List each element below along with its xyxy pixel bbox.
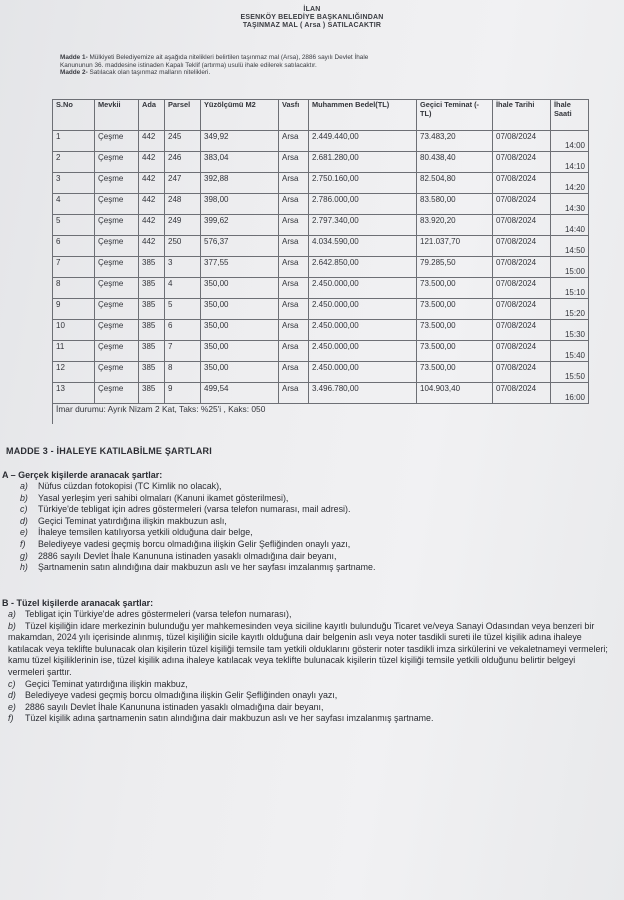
table-cell: Çeşme xyxy=(95,383,139,404)
list-item xyxy=(20,481,610,493)
table-cell: Çeşme xyxy=(95,257,139,278)
list-marker: e) xyxy=(8,701,16,712)
table-cell: Arsa xyxy=(279,341,309,362)
table-row xyxy=(53,257,589,278)
list-item xyxy=(20,527,610,539)
table-cell: 2.642.850,00 xyxy=(309,257,417,278)
table-cell: Arsa xyxy=(279,278,309,299)
table-cell: 11 xyxy=(53,341,95,362)
table-cell: 392,88 xyxy=(201,173,279,194)
table-cell: 07/08/2024 xyxy=(493,215,551,236)
table-cell: 9 xyxy=(165,383,201,404)
table-cell: 385 xyxy=(139,320,165,341)
section-b-title: B - Tüzel kişilerde aranacak şartlar: xyxy=(2,598,154,608)
table-cell: 82.504,80 xyxy=(417,173,493,194)
table-cell: 3.496.780,00 xyxy=(309,383,417,404)
list-text: Tebligat için Türkiye'de adres göstermeleri (varsa telefon numarası), xyxy=(25,609,292,619)
madde1-line2 xyxy=(60,62,580,70)
table-cell: 14:10 xyxy=(551,152,589,173)
table-row xyxy=(53,320,589,341)
col-header: Parsel xyxy=(165,100,201,131)
table-cell: 104.903,40 xyxy=(417,383,493,404)
list-item xyxy=(8,621,612,679)
table-cell: 350,00 xyxy=(201,362,279,383)
table-cell: 83.580,00 xyxy=(417,194,493,215)
list-marker: a) xyxy=(20,481,28,491)
col-header: Muhammen Bedel(TL) xyxy=(309,100,417,131)
table-cell: Çeşme xyxy=(95,152,139,173)
list-item xyxy=(20,562,610,574)
imar-row xyxy=(53,404,589,425)
imar-durumu: İmar durumu: Ayrık Nizam 2 Kat, Taks: %25'i , Kaks: 050 xyxy=(53,404,589,425)
table-cell: 5 xyxy=(53,215,95,236)
table-cell: 15:20 xyxy=(551,299,589,320)
table-cell: 385 xyxy=(139,383,165,404)
list-text: Tüzel kişiliğin idare merkezinin bulunduğu yer mahkemesinden veya siciline kayıtlı bulunduğu Ticaret ve/veya Sanayi Odasından veya benzeri bir makamdan, 2024 yılı içerisinde alınmış, tüzel kişiliğin sicile kayıtlı olduğuna dair belgenin aslı veya noter tasdikli sureti ile tüzel kişilik adına ihaleye katılacak veya teklifte bulunacak olan kişilerin tüzel kişiliği temsile tam yetkili olduklarını gösterir noter tasdikli imza sirkülerini ve vekaletnameyi vermeleri; kamu tüzel kişiliklerinin ise, tüzel kişilik adına ihaleye katılacak veya teklifte bulunacak kişilerin tüzel kişiliği temsile yetkili olduğunu belirtir belgeyi vermeleri şarttır. xyxy=(8,620,608,677)
col-header: Geçici Teminat (-TL) xyxy=(417,100,493,131)
table-row xyxy=(53,152,589,173)
table-cell: 73.500,00 xyxy=(417,278,493,299)
header-ilan: İLAN xyxy=(303,6,321,13)
table-cell: 2 xyxy=(53,152,95,173)
madde3-title: MADDE 3 - İHALEYE KATILABİLME ŞARTLARI xyxy=(6,446,212,456)
madde1-text1: Mülkiyeti Belediyemize ait aşağıda nitelikleri belirtilen taşınmaz mal (Arsa), 2886 sayılı Devlet İhale xyxy=(89,54,369,61)
list-text: Nüfus cüzdan fotokopisi (TC Kimlik no olacak), xyxy=(38,481,222,491)
table-cell: 349,92 xyxy=(201,131,279,152)
table-cell: 248 xyxy=(165,194,201,215)
table-cell: 247 xyxy=(165,173,201,194)
table-cell: 385 xyxy=(139,299,165,320)
table-cell: 07/08/2024 xyxy=(493,299,551,320)
list-marker: d) xyxy=(20,515,28,526)
table-row xyxy=(53,299,589,320)
table-cell: 442 xyxy=(139,131,165,152)
madde2-line xyxy=(60,69,580,77)
table-cell: 07/08/2024 xyxy=(493,236,551,257)
list-text: Yasal yerleşim yeri sahibi olmaları (Kanuni ikamet gösterilmesi), xyxy=(38,492,289,503)
table-cell: 83.920,20 xyxy=(417,215,493,236)
table-cell: Arsa xyxy=(279,383,309,404)
list-item xyxy=(20,539,610,551)
table-cell: 398,00 xyxy=(201,194,279,215)
list-marker: a) xyxy=(8,609,16,619)
table-cell: 07/08/2024 xyxy=(493,341,551,362)
table-cell: 442 xyxy=(139,152,165,173)
table-cell: Arsa xyxy=(279,215,309,236)
col-header: Ada xyxy=(139,100,165,131)
table-cell: 73.500,00 xyxy=(417,362,493,383)
list-marker: f) xyxy=(8,713,14,724)
table-cell: 442 xyxy=(139,194,165,215)
table-cell: 350,00 xyxy=(201,299,279,320)
section-a-title: A – Gerçek kişilerde aranacak şartlar: xyxy=(2,470,163,480)
table-cell: 16:00 xyxy=(551,383,589,404)
header-subject: TAŞINMAZ MAL ( Arsa ) SATILACAKTIR xyxy=(242,22,382,29)
list-item xyxy=(8,690,612,702)
table-cell: Çeşme xyxy=(95,320,139,341)
table-cell: Çeşme xyxy=(95,173,139,194)
list-text: Belediyeye vadesi geçmiş borcu olmadığına ilişkin Gelir Şefliğinden onaylı yazı, xyxy=(25,690,338,701)
table-cell: 07/08/2024 xyxy=(493,257,551,278)
list-text: Türkiye'de tebligat için adres göstermeleri (varsa telefon numarası, mail adresi). xyxy=(38,504,351,515)
table-cell: 8 xyxy=(165,362,201,383)
table-cell: 2.797.340,00 xyxy=(309,215,417,236)
table-cell: 07/08/2024 xyxy=(493,173,551,194)
table-cell: 385 xyxy=(139,341,165,362)
list-item xyxy=(20,551,610,563)
table-cell: 07/08/2024 xyxy=(493,152,551,173)
articles-1-2 xyxy=(60,54,580,77)
table-cell: 14:20 xyxy=(551,173,589,194)
table-cell: Arsa xyxy=(279,131,309,152)
col-header: Yüzölçümü M2 xyxy=(201,100,279,131)
table-cell: 15:10 xyxy=(551,278,589,299)
table-cell: 15:00 xyxy=(551,257,589,278)
table-row xyxy=(53,383,589,404)
table-cell: Arsa xyxy=(279,194,309,215)
table-cell: 6 xyxy=(165,320,201,341)
table-cell: 2.450.000,00 xyxy=(309,320,417,341)
table-cell: 9 xyxy=(53,299,95,320)
table-cell: Çeşme xyxy=(95,278,139,299)
list-item xyxy=(20,493,610,505)
madde2-text: Satılacak olan taşınmaz malların nitelikleri. xyxy=(89,69,211,77)
table-cell: 14:00 xyxy=(551,131,589,152)
list-item xyxy=(8,713,612,725)
table-cell: 442 xyxy=(139,236,165,257)
table-cell: 4.034.590,00 xyxy=(309,236,417,257)
table-cell: 12 xyxy=(53,362,95,383)
list-text: Belediyeye vadesi geçmiş borcu olmadığına ilişkin Gelir Şefliğinden onaylı yazı, xyxy=(38,538,351,549)
table-cell: 350,00 xyxy=(201,278,279,299)
table-cell: Çeşme xyxy=(95,215,139,236)
table-cell: Arsa xyxy=(279,320,309,341)
col-header: S.No xyxy=(53,100,95,131)
table-cell: 73.500,00 xyxy=(417,299,493,320)
table-cell: 5 xyxy=(165,299,201,320)
table-cell: Çeşme xyxy=(95,236,139,257)
table-cell: 14:30 xyxy=(551,194,589,215)
col-header: Mevkii xyxy=(95,100,139,131)
table-cell: Arsa xyxy=(279,173,309,194)
madde1-line1 xyxy=(60,54,580,62)
table-cell: 350,00 xyxy=(201,320,279,341)
table-cell: 14:40 xyxy=(551,215,589,236)
list-marker: h) xyxy=(20,562,28,573)
list-text: Geçici Teminat yatırdığına ilişkin makbuz, xyxy=(25,678,188,689)
table-cell: 15:30 xyxy=(551,320,589,341)
table-cell: Arsa xyxy=(279,299,309,320)
table-row xyxy=(53,278,589,299)
table-row xyxy=(53,131,589,152)
col-header: İhale Saati xyxy=(551,100,589,131)
madde2-label: Madde 2- xyxy=(60,69,88,77)
table-cell: 6 xyxy=(53,236,95,257)
col-header: Vasfı xyxy=(279,100,309,131)
section-a-list xyxy=(20,481,610,574)
table-cell: 07/08/2024 xyxy=(493,320,551,341)
table-cell: 4 xyxy=(53,194,95,215)
table-cell: 14:50 xyxy=(551,236,589,257)
table-cell: 8 xyxy=(53,278,95,299)
table-cell: 15:50 xyxy=(551,362,589,383)
list-item xyxy=(8,609,612,621)
document-header xyxy=(0,6,624,30)
table-cell: Çeşme xyxy=(95,131,139,152)
list-item xyxy=(8,679,612,691)
list-marker: e) xyxy=(20,527,28,538)
table-cell: 2.449.440,00 xyxy=(309,131,417,152)
header-municipality: ESENKÖY BELEDİYE BAŞKANLIĞINDAN xyxy=(240,14,384,21)
table-row xyxy=(53,362,589,383)
table-cell: 73.500,00 xyxy=(417,320,493,341)
table-cell: 246 xyxy=(165,152,201,173)
table-cell: 399,62 xyxy=(201,215,279,236)
table-cell: 2.450.000,00 xyxy=(309,299,417,320)
table-cell: 385 xyxy=(139,278,165,299)
list-marker: c) xyxy=(20,504,28,515)
table-cell: 2.750.160,00 xyxy=(309,173,417,194)
table-cell: 385 xyxy=(139,257,165,278)
table-body xyxy=(53,131,589,404)
table-cell: 250 xyxy=(165,236,201,257)
table-cell: 2.450.000,00 xyxy=(309,362,417,383)
table-cell: 4 xyxy=(165,278,201,299)
table-row xyxy=(53,173,589,194)
list-text: İhaleye temsilen katılıyorsa yetkili olduğuna dair belge, xyxy=(38,527,253,538)
table-cell: Çeşme xyxy=(95,194,139,215)
table-cell: Arsa xyxy=(279,236,309,257)
table-cell: 7 xyxy=(165,341,201,362)
madde1-label: Madde 1- xyxy=(60,54,88,61)
table-row xyxy=(53,236,589,257)
table-cell: 385 xyxy=(139,362,165,383)
list-marker: d) xyxy=(8,690,16,701)
list-text: 2886 sayılı Devlet İhale Kanununa istinaden yasaklı olmadığına dair beyanı, xyxy=(38,550,337,561)
table-cell: 249 xyxy=(165,215,201,236)
section-b-list xyxy=(8,609,612,725)
table-cell: 2.681.280,00 xyxy=(309,152,417,173)
table-cell: 3 xyxy=(165,257,201,278)
list-marker: c) xyxy=(8,678,16,689)
property-table xyxy=(52,99,589,424)
table-cell: 2.450.000,00 xyxy=(309,341,417,362)
table-cell: Arsa xyxy=(279,257,309,278)
table-cell: 13 xyxy=(53,383,95,404)
table-cell: Çeşme xyxy=(95,299,139,320)
table-cell: 79.285,50 xyxy=(417,257,493,278)
table-row xyxy=(53,341,589,362)
table-row xyxy=(53,215,589,236)
table-cell: 07/08/2024 xyxy=(493,362,551,383)
list-text: Geçici Teminat yatırdığına ilişkin makbuzun aslı, xyxy=(38,515,227,526)
table-cell: Çeşme xyxy=(95,362,139,383)
table-cell: 07/08/2024 xyxy=(493,131,551,152)
table-cell: Çeşme xyxy=(95,341,139,362)
madde1-text2: Kanununun 36. maddesine istinaden Kapalı Teklif (artırma) usulü ihale edilerek satılacaktır. xyxy=(60,61,317,69)
table-header-row xyxy=(53,100,589,131)
table-cell: Arsa xyxy=(279,152,309,173)
table-cell: 576,37 xyxy=(201,236,279,257)
table-cell: 442 xyxy=(139,215,165,236)
table-cell: 73.483,20 xyxy=(417,131,493,152)
table-cell: 73.500,00 xyxy=(417,341,493,362)
list-marker: g) xyxy=(20,550,28,561)
list-marker: b) xyxy=(20,492,28,503)
list-marker: b) xyxy=(8,620,16,631)
table-cell: 377,55 xyxy=(201,257,279,278)
list-text: Tüzel kişilik adına şartnamenin satın alındığına dair makbuzun aslı ve her sayfası imzalanmış şartname. xyxy=(25,713,434,724)
table-cell: 350,00 xyxy=(201,341,279,362)
table-cell: 442 xyxy=(139,173,165,194)
table-cell: 2.450.000,00 xyxy=(309,278,417,299)
table-cell: Arsa xyxy=(279,362,309,383)
list-text: 2886 sayılı Devlet İhale Kanununa istinaden yasaklı olmadığına dair beyanı, xyxy=(25,701,324,712)
table-cell: 80.438,40 xyxy=(417,152,493,173)
col-header: İhale Tarihi xyxy=(493,100,551,131)
table-cell: 499,54 xyxy=(201,383,279,404)
table-cell: 383,04 xyxy=(201,152,279,173)
table-cell: 1 xyxy=(53,131,95,152)
table-row xyxy=(53,194,589,215)
list-text: Şartnamenin satın alındığına dair makbuzun aslı ve her sayfası imzalanmış şartname. xyxy=(38,562,376,573)
table-cell: 7 xyxy=(53,257,95,278)
table-cell: 245 xyxy=(165,131,201,152)
table-cell: 2.786.000,00 xyxy=(309,194,417,215)
list-marker: f) xyxy=(20,538,26,549)
table-cell: 15:40 xyxy=(551,341,589,362)
table-cell: 10 xyxy=(53,320,95,341)
table-cell: 121.037,70 xyxy=(417,236,493,257)
table-cell: 3 xyxy=(53,173,95,194)
table-cell: 07/08/2024 xyxy=(493,278,551,299)
table-cell: 07/08/2024 xyxy=(493,383,551,404)
table-cell: 07/08/2024 xyxy=(493,194,551,215)
list-item xyxy=(20,516,610,528)
list-item xyxy=(8,702,612,714)
list-item xyxy=(20,504,610,516)
